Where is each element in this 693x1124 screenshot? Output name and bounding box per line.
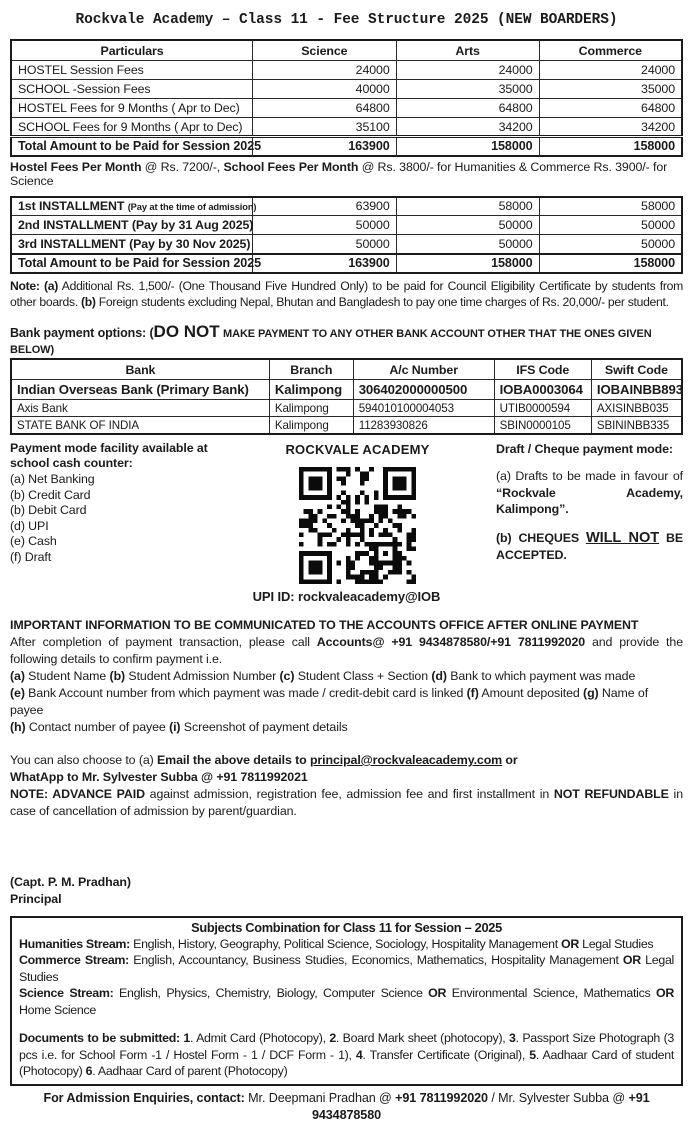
payment-mode-item: (d) UPI [10,518,49,533]
alt-contact-line2 [10,769,683,786]
text-run: Humanities Stream: [19,936,130,951]
commerce-stream [19,952,674,985]
text-run: Commerce Stream: [19,953,129,968]
text-run: Note: [10,278,45,293]
text-run: and provide the following details to confirm payment i.e. [10,634,683,666]
text-run: . Admit Card (Photocopy), [190,1031,330,1046]
bank-name: Indian Overseas Bank (Primary Bank) [11,380,269,400]
text-run: . Passport Size Photograph (3 pcs i.e. for School Form -1 / Hostel Form - 1 / DCF Form - 1), [19,1031,675,1062]
bank-name: STATE BANK OF INDIA [11,417,269,434]
payment-modes-block [10,441,245,584]
fee-row-label: SCHOOL -Session Fees [11,80,253,99]
text-run: (f) [466,685,479,700]
installment-row-label [11,235,253,254]
payment-mode-item: (f) Draft [10,549,52,564]
bank-row-primary [11,380,682,400]
email-link[interactable]: principal@rockvaleacademy.com [309,752,503,767]
table-row [11,118,682,137]
text-run: +91 7811992020 [395,1090,488,1105]
monthly-fees-note [10,160,683,188]
text-run: Additional Rs. 1,500/- (One Thousand Five Hundred Only) to be paid for Council Eligibility Certificate by students from other boards. [10,278,683,309]
detail-line-hi [10,719,683,736]
fee-value-arts: 35000 [396,80,539,99]
text-run: (e) [10,685,25,700]
academy-name: ROCKVALE ACADEMY [285,441,430,457]
fee-value-science: 64800 [253,99,397,118]
text-run: English, History, Geography, Political Science, Sociology, Hospitality Management [129,936,561,951]
col-header-arts: Arts [396,40,539,61]
text-run: @ Rs. 3800/- for Humanities & Commerce Rs. 3900/- for Science [10,159,668,188]
text-run: BE ACCEPTED. [496,531,683,562]
text-run: (b) CHEQUES [496,531,586,546]
fee-value-science: 40000 [253,80,397,99]
text-run: “Rockvale Academy, Kalimpong”. [496,485,683,517]
fee-total-row [11,137,682,156]
installment-total-row [11,254,682,273]
text-run: +91 9434878580 [311,1090,650,1122]
installment-science: 50000 [253,216,397,235]
fee-value-science: 24000 [253,61,397,80]
installment-total-science: 163900 [253,254,397,273]
text-run: Bank payment options: ( [10,326,154,341]
text-run: (d) [431,668,447,683]
text-run: OR [428,986,447,1001]
payment-mode-item: (a) Net Banking [10,472,95,486]
bank-swift-code: AXISINBB035 [591,400,682,417]
bank-ifs-code: UTIB0000594 [494,400,591,417]
text-run: Legal Studies [578,936,654,951]
text-run: Foreign students excluding Nepal, Bhutan and Bangladesh to pay one time charges of Rs. 20,000/- per student. [95,294,669,309]
payment-section [10,441,683,584]
additional-charges-note [10,278,683,311]
bank-branch: Kalimpong [269,380,353,400]
table-row [11,197,682,216]
important-info-para [10,634,683,668]
documents-to-submit [19,1030,674,1080]
fee-row-label: HOSTEL Session Fees [11,61,253,80]
text-run: . Board Mark sheet (photocopy), [335,1031,510,1046]
text-run: Mr. Deepmani Pradhan @ [244,1090,396,1105]
text-run: in case of cancellation of admission by parent/guardian. [10,786,683,818]
col-header-ifs: IFS Code [494,359,591,380]
bank-row [11,417,682,434]
text-run: (g) [583,685,599,700]
upi-qr-code [299,467,416,584]
document-title: Rockvale Academy – Class 11 - Fee Structure 2025 (NEW BOARDERS) [75,12,618,28]
bank-account-number: 306402000000500 [353,380,494,400]
detail-line-abcd [10,668,683,685]
text-run: Documents to be submitted: [19,1031,184,1046]
bank-options-heading [10,322,683,356]
payment-mode-item: (b) Credit Card [10,487,91,502]
text-run: OR [622,953,641,968]
text-run: NOTE: ADVANCE PAID [10,786,145,801]
installment-science: 50000 [253,235,397,254]
col-header-account: A/c Number [353,359,494,380]
text-run: WILL NOT [585,530,660,547]
installment-label: 3rd INSTALLMENT [18,236,126,251]
text-run: Student Admission Number [125,668,280,683]
important-info-heading: IMPORTANT INFORMATION TO BE COMMUNICATED TO THE ACCOUNTS OFFICE AFTER ONLINE PAYMENT [10,617,639,632]
text-run: Bank to which payment was made [446,668,636,683]
table-row [11,99,682,118]
text-run: Environmental Science, Mathematics [446,986,656,1001]
bank-ifs-code: SBIN0000105 [494,417,591,434]
table-row [11,61,682,80]
installment-arts: 50000 [396,235,539,254]
text-run: (h) [10,719,26,734]
payment-mode-item: (e) Cash [10,534,57,549]
text-run: Name of payee [10,685,649,717]
bank-table [10,358,683,435]
text-run: (b) [109,668,126,683]
text-run: (a) [44,278,59,293]
text-run: Amount deposited [478,685,584,700]
text-run: Legal Studies [19,953,674,984]
col-header-branch: Branch [269,359,353,380]
table-row [11,80,682,99]
payment-modes-heading: Payment mode facility available at school cash counter: [10,440,208,471]
fee-table-header-row [11,40,682,61]
text-run: . Transfer Certificate (Original), [362,1047,530,1062]
fee-total-label: Total Amount to be Paid for Session 2025 [11,137,253,156]
qr-code-image [299,467,416,584]
fee-total-arts: 158000 [396,137,539,156]
detail-line-efg [10,685,683,719]
text-run: Hostel Fees Per Month [10,159,142,174]
text-run: Student Name [24,668,110,683]
text-run: (a) [10,668,25,683]
text-run: Email the above details to [157,752,310,767]
text-run: (c) [279,668,295,683]
text-run: 3 [509,1031,516,1046]
text-run: OR [656,986,674,1001]
text-run: Science Stream: [19,986,114,1001]
text-run: / Mr. Sylvester Subba @ [487,1090,629,1105]
bank-row [11,400,682,417]
text-run: (i) [169,719,181,734]
text-run: 2 [329,1031,336,1046]
col-header-swift: Swift Code [591,359,682,380]
fee-row-label: SCHOOL Fees for 9 Months ( Apr to Dec) [11,118,253,137]
fee-value-arts: 24000 [396,61,539,80]
bank-name: Axis Bank [11,400,269,417]
text-run: @ Rs. 7200/-, [141,159,224,174]
subjects-title: Subjects Combination for Class 11 for Session – 2025 [191,919,502,935]
humanities-stream [19,936,674,953]
alt-contact-line1 [10,752,683,769]
installment-science: 63900 [253,197,397,216]
text-run: English, Accountancy, Business Studies, Economics, Mathematics, Hospitality Management [128,953,623,968]
payment-mode-item: (b) Debit Card [10,503,87,518]
col-header-commerce: Commerce [539,40,682,61]
text-run: School Fees Per Month [223,159,359,174]
upi-block [245,441,470,584]
table-row [11,216,682,235]
text-run: MAKE PAYMENT TO ANY OTHER BANK ACCOUNT OTHER THAT THE ONES GIVEN BELOW) [10,328,652,357]
draft-cheque-block [470,441,683,584]
installment-commerce: 58000 [539,197,682,216]
col-header-science: Science [253,40,397,61]
text-run: . Aadhaar Card of parent (Photocopy) [92,1064,288,1079]
text-run: against admission, registration fee, admission fee and first installment in [144,786,554,801]
text-run: . Aadhaar Card of student (Photocopy) [19,1047,674,1079]
text-run: 5 [529,1047,536,1062]
text-run: For Admission Enquiries, contact: [43,1090,245,1105]
draft-instruction [496,468,683,517]
table-row [11,235,682,254]
principal-name: (Capt. P. M. Pradhan) [10,874,131,889]
text-run: Student Class + Section [294,668,432,683]
installment-total-arts: 158000 [396,254,539,273]
fee-value-arts: 64800 [396,99,539,118]
col-header-particulars: Particulars [11,40,253,61]
text-run: 1 [183,1031,191,1046]
fee-row-label: HOSTEL Fees for 9 Months ( Apr to Dec) [11,99,253,118]
installment-label: 1st INSTALLMENT [18,199,125,214]
cheque-warning [496,530,683,563]
installment-commerce: 50000 [539,235,682,254]
fee-value-science: 35100 [253,118,397,137]
installment-total-commerce: 158000 [539,254,682,273]
text-run: WhatApp to Mr. Sylvester Subba @ +91 7811992021 [10,769,308,784]
fee-value-commerce: 34200 [539,118,682,137]
science-stream [19,985,674,1018]
text-run: Home Science [19,1002,96,1017]
principal-role: Principal [10,891,62,906]
fee-value-commerce: 64800 [539,99,682,118]
installment-total-label: Total Amount to be Paid for Session 2025 [11,254,253,273]
admission-enquiries [10,1090,683,1124]
draft-cheque-heading: Draft / Cheque payment mode: [496,441,673,456]
bank-account-number: 594010100004053 [353,400,494,417]
signature-block [10,874,683,908]
upi-id-line: UPI ID: rockvaleacademy@IOB [252,588,441,604]
text-run: English, Physics, Chemistry, Biology, Computer Science [113,986,429,1001]
text-run: 4 [355,1047,363,1062]
bank-swift-code: SBININBB335 [591,417,682,434]
refund-note [10,786,683,820]
installment-note: (Pay at the time of admission) [127,202,257,213]
text-run: (b) [81,294,96,309]
installment-arts: 50000 [396,216,539,235]
installment-commerce: 50000 [539,216,682,235]
bank-branch: Kalimpong [269,417,353,434]
text-run: You can also choose to (a) [10,752,158,767]
fee-total-commerce: 158000 [539,137,682,156]
bank-ifs-code: IOBA0003064 [494,380,591,400]
subjects-combination-box [10,916,683,1086]
bank-table-header-row [11,359,682,380]
text-run: NOT REFUNDABLE [553,786,669,801]
text-run: DO NOT [153,322,220,342]
installment-label: 2nd INSTALLMENT [18,218,129,232]
col-header-bank: Bank [11,359,269,380]
text-run: Accounts@ +91 9434878580/+91 7811992020 [316,634,586,649]
text-run: Contact number of payee [25,719,170,734]
bank-branch: Kalimpong [269,400,353,417]
fee-total-science: 163900 [253,137,397,156]
text-run: Screenshot of payment details [180,719,348,734]
installment-row-label [11,197,257,216]
text-run: 6 [85,1064,93,1079]
bank-swift-code: IOBAINBB893 [591,380,682,400]
text-run: (a) Drafts to be made in favour of [496,469,683,484]
fee-value-commerce: 35000 [539,80,682,99]
text-run: OR [560,936,579,951]
bank-account-number: 11283930826 [353,417,494,434]
fee-value-commerce: 24000 [539,61,682,80]
fee-table [10,39,683,157]
text-run: Bank Account number from which payment was made / credit-debit card is linked [24,685,467,700]
fee-value-arts: 34200 [396,118,539,137]
installment-row-label [11,216,253,235]
text-run: After completion of payment transaction, please call [10,634,317,649]
installment-note: (Pay by 31 Aug 2025) [131,218,254,232]
installment-table [10,196,683,274]
installment-arts: 58000 [396,197,539,216]
text-run: or [502,752,518,767]
installment-note: (Pay by 30 Nov 2025) [129,236,251,251]
